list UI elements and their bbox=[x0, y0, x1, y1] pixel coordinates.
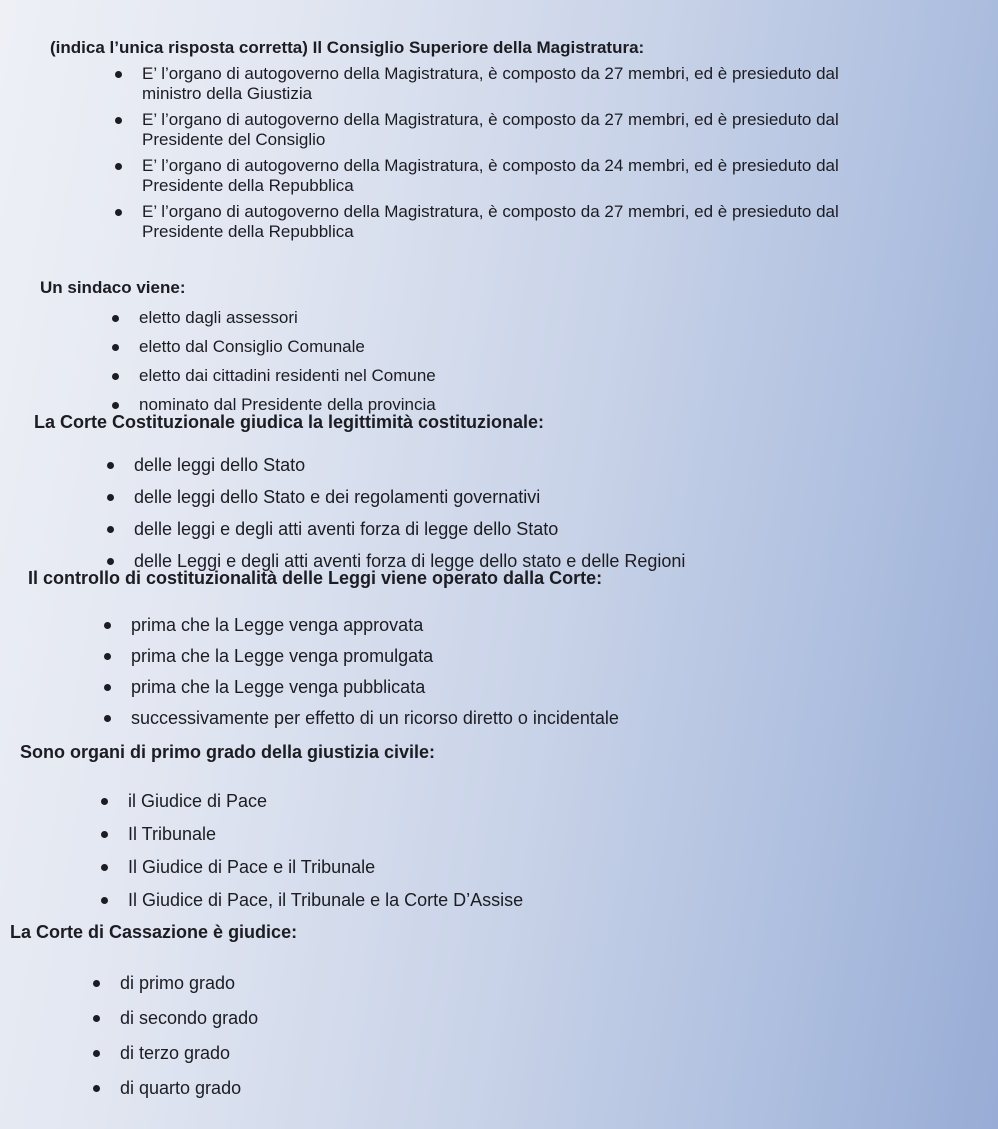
option-item[interactable] bbox=[142, 156, 998, 196]
option-item[interactable]: di primo grado bbox=[120, 973, 998, 993]
option-item[interactable]: prima che la Legge venga approvata bbox=[131, 615, 998, 635]
option-item[interactable]: successivamente per effetto di un ricorso diretto o incidentale bbox=[131, 708, 998, 728]
option-item[interactable]: Il Giudice di Pace, il Tribunale e la Corte D’Assise bbox=[128, 890, 998, 910]
option-list bbox=[128, 791, 998, 910]
option-item[interactable]: il Giudice di Pace bbox=[128, 791, 998, 811]
question-title: Un sindaco viene: bbox=[40, 278, 186, 297]
option-item[interactable]: di quarto grado bbox=[120, 1078, 998, 1098]
option-item[interactable] bbox=[142, 202, 998, 242]
option-item[interactable] bbox=[142, 110, 998, 150]
question-sindaco bbox=[40, 278, 998, 424]
option-item[interactable]: di terzo grado bbox=[120, 1043, 998, 1063]
option-item[interactable]: delle leggi dello Stato e dei regolamenti governativi bbox=[134, 487, 998, 507]
option-item[interactable]: delle leggi dello Stato bbox=[134, 455, 998, 475]
option-text-line2: Presidente del Consiglio bbox=[142, 130, 326, 149]
option-text-line2: Presidente della Repubblica bbox=[142, 222, 354, 241]
question-title: Sono organi di primo grado della giustizia civile: bbox=[20, 742, 436, 762]
option-item[interactable]: Il Tribunale bbox=[128, 824, 998, 844]
option-item[interactable]: delle Leggi e degli atti aventi forza di legge dello stato e delle Regioni bbox=[134, 551, 998, 571]
option-item[interactable] bbox=[142, 64, 998, 104]
option-item[interactable]: prima che la Legge venga pubblicata bbox=[131, 677, 998, 697]
option-text-line1: E’ l’organo di autogoverno della Magistratura, è composto da 27 membri, ed è presieduto dal bbox=[142, 64, 839, 83]
option-list bbox=[139, 308, 998, 415]
option-list bbox=[120, 973, 998, 1098]
option-list bbox=[142, 64, 998, 242]
option-item[interactable]: eletto dagli assessori bbox=[139, 308, 998, 328]
option-text-line1: E’ l’organo di autogoverno della Magistratura, è composto da 27 membri, ed è presieduto dal bbox=[142, 110, 839, 129]
option-item[interactable]: di secondo grado bbox=[120, 1008, 998, 1028]
option-text-line2: ministro della Giustizia bbox=[142, 84, 313, 103]
question-corte-costituzionale bbox=[34, 412, 998, 583]
question-controllo-costituzionalita bbox=[28, 568, 998, 739]
option-list bbox=[134, 455, 998, 571]
question-cassazione bbox=[10, 922, 998, 1113]
option-item[interactable]: prima che la Legge venga promulgata bbox=[131, 646, 998, 666]
question-title: La Corte Costituzionale giudica la legittimità costituzionale: bbox=[34, 412, 545, 432]
option-item[interactable]: delle leggi e degli atti aventi forza di legge dello Stato bbox=[134, 519, 998, 539]
option-item[interactable]: nominato dal Presidente della provincia bbox=[139, 395, 998, 415]
option-item[interactable]: eletto dal Consiglio Comunale bbox=[139, 337, 998, 357]
question-csm bbox=[50, 38, 998, 248]
option-text-line2: Presidente della Repubblica bbox=[142, 176, 354, 195]
option-list bbox=[131, 615, 998, 728]
question-title: La Corte di Cassazione è giudice: bbox=[10, 922, 298, 942]
question-giustizia-civile bbox=[20, 742, 998, 923]
option-item[interactable]: Il Giudice di Pace e il Tribunale bbox=[128, 857, 998, 877]
question-title: Il controllo di costituzionalità delle Leggi viene operato dalla Corte: bbox=[28, 568, 603, 588]
question-title: (indica l’unica risposta corretta) Il Consiglio Superiore della Magistratura: bbox=[50, 38, 645, 57]
option-item[interactable]: eletto dai cittadini residenti nel Comune bbox=[139, 366, 998, 386]
option-text-line1: E’ l’organo di autogoverno della Magistratura, è composto da 24 membri, ed è presieduto dal bbox=[142, 156, 839, 175]
option-text-line1: E’ l’organo di autogoverno della Magistratura, è composto da 27 membri, ed è presieduto dal bbox=[142, 202, 839, 221]
